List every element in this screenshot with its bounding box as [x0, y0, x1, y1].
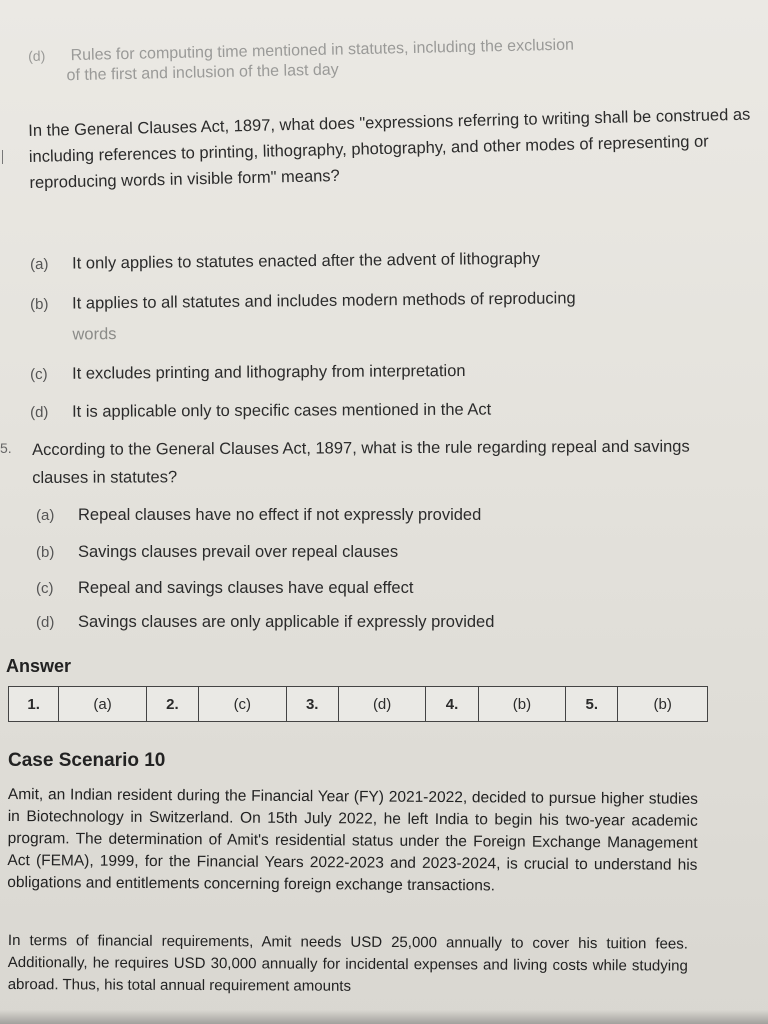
- page-fold-shadow: [0, 1010, 768, 1024]
- table-row: [9, 687, 708, 722]
- option-label: (d): [30, 403, 49, 421]
- answer-cell-a2: (c): [199, 687, 287, 722]
- question-4-option-b: [30, 286, 576, 347]
- question-5-text: According to the General Clauses Act, 1897, what is the rule regarding repeal and savings clauses in statutes?: [32, 437, 690, 487]
- answer-heading: Answer: [6, 656, 72, 676]
- case-scenario-paragraph-1: Amit, an Indian resident during the Financial Year (FY) 2021-2022, decided to pursue higher studies in Biotechnology in Switzerland. On 15th July 2022, he left India to begin his two-year academic program. The determination of Amit's residential status under the Foreign Exchange Management Act (FEMA), 1999, for the Financial Years 2022-2023 and 2023-2024, is crucial to understand his obligations and entitlements concerning foreign exchange transactions.: [7, 785, 698, 895]
- option-text-continued: of the first and inclusion of the last day: [66, 61, 339, 85]
- option-text-continued: words: [72, 325, 117, 344]
- answer-cell-a1: (a): [59, 687, 147, 722]
- answer-cell-a4: (b): [478, 687, 566, 722]
- option-text: It applies to all statutes and includes modern methods of reproducing: [72, 289, 576, 313]
- option-label: (d): [28, 47, 46, 64]
- answer-cell-a3: (d): [338, 687, 426, 722]
- answer-cell-a5: (b): [618, 687, 708, 722]
- option-label: (b): [36, 544, 55, 561]
- answer-cell-q2: 2.: [146, 687, 198, 722]
- answer-cell-q1: 1.: [9, 687, 59, 722]
- question-5-number: 5.: [0, 440, 12, 456]
- question-5-option-b: [36, 540, 398, 565]
- answer-cell-q3: 3.: [286, 687, 338, 722]
- previous-question-option-d: [28, 33, 759, 86]
- option-text: Savings clauses prevail over repeal clauses: [78, 543, 399, 561]
- option-text: It is applicable only to specific cases mentioned in the Act: [72, 400, 492, 421]
- option-label: (a): [30, 255, 49, 273]
- question-5-option-a: [36, 503, 481, 528]
- question-4-option-c: [30, 359, 466, 387]
- question-5-option-d: [36, 610, 494, 635]
- option-text: Rules for computing time mentioned in statutes, including the exclusion: [70, 36, 575, 65]
- case-scenario-title: Case Scenario 10: [8, 750, 166, 771]
- question-4-option-a: [30, 247, 540, 277]
- question-5-option-c: [36, 576, 413, 601]
- option-label: (b): [30, 295, 49, 313]
- option-label: (c): [30, 365, 48, 383]
- question-4-option-d: [30, 398, 491, 425]
- question-4-text: In the General Clauses Act, 1897, what does "expressions referring to writing shall be construed as including references to printing, lithography, photography, and other modes of representing or reproducing words in visible form" means?: [28, 105, 751, 192]
- option-text: Savings clauses are only applicable if expressly provided: [78, 613, 495, 631]
- option-text: It only applies to statutes enacted after the advent of lithography: [72, 249, 541, 273]
- option-text: Repeal and savings clauses have equal effect: [78, 579, 414, 597]
- case-scenario-paragraph-2: In terms of financial requirements, Amit needs USD 25,000 annually to cover his tuition fees. Additionally, he requires USD 30,000 annually for incidental expenses and living costs while studying abroad. Thus, his total annual requirement amounts: [7, 932, 688, 995]
- answer-cell-q5: 5.: [566, 687, 618, 722]
- option-text: It excludes printing and lithography from interpretation: [72, 361, 466, 383]
- option-label: (d): [36, 614, 55, 631]
- option-label: (c): [36, 580, 54, 597]
- option-text: Repeal clauses have no effect if not expressly provided: [78, 506, 482, 524]
- option-label: (a): [36, 507, 55, 524]
- question-number: [2, 150, 7, 164]
- answer-table: [8, 686, 708, 722]
- answer-cell-q4: 4.: [426, 687, 478, 722]
